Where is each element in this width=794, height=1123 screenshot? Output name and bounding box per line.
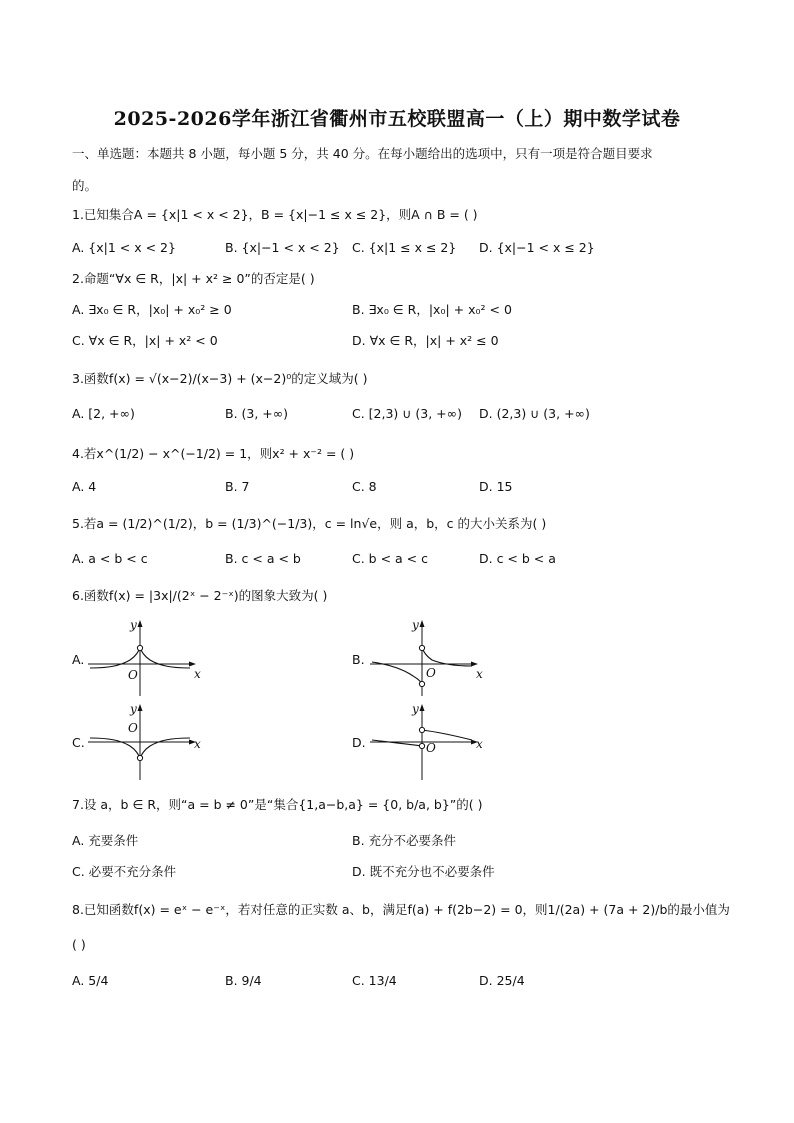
page-title: 2025-2026学年浙江省衢州市五校联盟高一（上）期中数学试卷 [113, 108, 681, 130]
q6-stem: 6.函数f(x) = |3x|/(2ˣ − 2⁻ˣ)的图象大致为( ) [72, 588, 328, 603]
q6-option-c[interactable]: C. [72, 735, 85, 750]
q4-option-c[interactable]: C. 8 [352, 479, 377, 494]
q6-a-y-label: y [130, 618, 137, 632]
q7-option-a[interactable]: A. 充要条件 [72, 833, 139, 848]
section-heading-cont: 的。 [72, 178, 98, 193]
q3-option-c[interactable]: C. [2,3) ∪ (3, +∞) [352, 406, 462, 421]
q2-option-a[interactable]: A. ∃x₀ ∈ R，|x₀| + x₀² ≥ 0 [72, 302, 232, 317]
q3-option-a[interactable]: A. [2, +∞) [72, 406, 135, 421]
q1-option-d[interactable]: D. {x|−1 < x ≤ 2} [479, 240, 595, 255]
q8-stem-cont: ( ) [72, 937, 86, 952]
q7-option-b[interactable]: B. 充分不必要条件 [352, 833, 457, 848]
q6-d-x-label: x [476, 737, 483, 751]
q4-option-d[interactable]: D. 15 [479, 479, 513, 494]
q7-stem: 7.设 a，b ∈ R，则“a = b ≠ 0”是“集合{1,a−b,a} = {0, b/a, b}”的( ) [72, 797, 483, 812]
q8-stem: 8.已知函数f(x) = eˣ − e⁻ˣ，若对任意的正实数 a、b，满足f(a) + f(2b−2) = 0，则1/(2a) + (7a + 2)/b的最小值为 [72, 902, 730, 917]
q6-graph-a [86, 612, 206, 698]
q6-c-y-label: y [130, 702, 137, 716]
q6-c-origin: O [128, 721, 138, 735]
q2-option-c[interactable]: C. ∀x ∈ R，|x| + x² < 0 [72, 333, 218, 348]
q6-graph-c [86, 696, 206, 782]
q6-c-x-label: x [194, 737, 201, 751]
q3-option-d[interactable]: D. (2,3) ∪ (3, +∞) [479, 406, 590, 421]
q6-d-origin: O [426, 741, 436, 755]
q2-option-d[interactable]: D. ∀x ∈ R，|x| + x² ≤ 0 [352, 333, 499, 348]
q1-option-b[interactable]: B. {x|−1 < x < 2} [225, 240, 340, 255]
q2-option-b[interactable]: B. ∃x₀ ∈ R，|x₀| + x₀² < 0 [352, 302, 512, 317]
section-heading: 一、单选题：本题共 8 小题，每小题 5 分，共 40 分。在每小题给出的选项中，只有一项是符合题目要求 [72, 146, 653, 161]
q6-graph-d [368, 696, 488, 782]
q4-stem: 4.若x^(1/2) − x^(−1/2) = 1，则x² + x⁻² = ( ) [72, 446, 355, 461]
q6-option-b[interactable]: B. [352, 652, 365, 667]
q6-b-y-label: y [412, 618, 419, 632]
q8-option-a[interactable]: A. 5/4 [72, 973, 109, 988]
q5-option-b[interactable]: B. c < a < b [225, 551, 301, 566]
q1-stem: 1.已知集合A = {x|1 < x < 2}，B = {x|−1 ≤ x ≤ 2}，则A ∩ B = ( ) [72, 207, 478, 222]
q8-option-d[interactable]: D. 25/4 [479, 973, 525, 988]
q6-option-d[interactable]: D. [352, 735, 366, 750]
q2-stem: 2.命题“∀x ∈ R，|x| + x² ≥ 0”的否定是( ) [72, 271, 315, 286]
q6-d-y-label: y [412, 702, 419, 716]
q6-a-x-label: x [194, 667, 201, 681]
q8-option-b[interactable]: B. 9/4 [225, 973, 262, 988]
q6-option-a[interactable]: A. [72, 652, 85, 667]
q4-option-a[interactable]: A. 4 [72, 479, 97, 494]
q8-option-c[interactable]: C. 13/4 [352, 973, 397, 988]
q6-b-origin: O [426, 666, 436, 680]
q6-b-x-label: x [476, 667, 483, 681]
q1-option-c[interactable]: C. {x|1 ≤ x ≤ 2} [352, 240, 457, 255]
q5-option-a[interactable]: A. a < b < c [72, 551, 148, 566]
q7-option-d[interactable]: D. 既不充分也不必要条件 [352, 864, 495, 879]
q3-stem: 3.函数f(x) = √(x−2)/(x−3) + (x−2)⁰的定义域为( ) [72, 371, 368, 386]
q7-option-c[interactable]: C. 必要不充分条件 [72, 864, 177, 879]
q6-a-origin: O [128, 668, 138, 682]
q5-stem: 5.若a = (1/2)^(1/2)，b = (1/3)^(−1/3)，c = ln√e，则 a，b，c 的大小关系为( ) [72, 516, 547, 531]
q5-option-c[interactable]: C. b < a < c [352, 551, 428, 566]
q1-option-a[interactable]: A. {x|1 < x < 2} [72, 240, 176, 255]
q3-option-b[interactable]: B. (3, +∞) [225, 406, 289, 421]
q6-graph-b [368, 612, 488, 698]
q5-option-d[interactable]: D. c < b < a [479, 551, 556, 566]
q4-option-b[interactable]: B. 7 [225, 479, 250, 494]
